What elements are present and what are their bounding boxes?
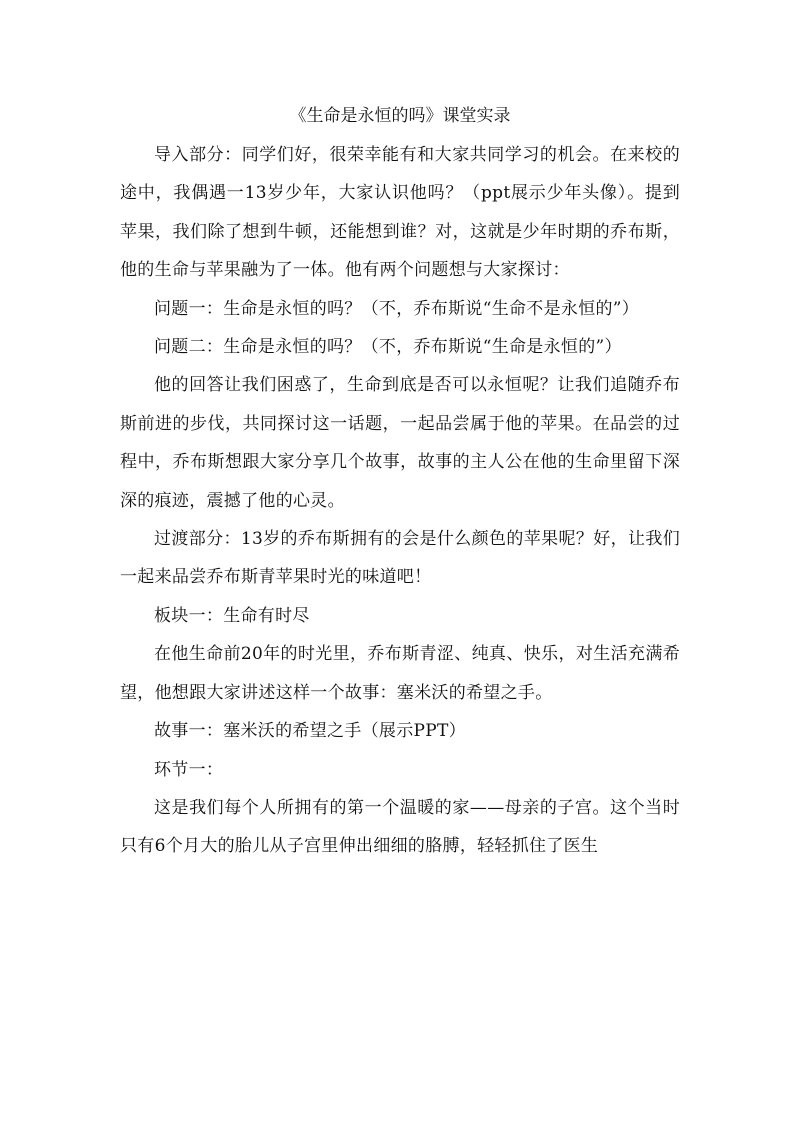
paragraph-step-one: 环节一：: [154, 759, 224, 780]
paragraph-section-one: 板块一：生命有时尽: [154, 605, 310, 626]
paragraph-womb: 这是我们每个人所拥有的第一个温暖的家——母亲的子宫。这个当时只有6个月大的胎儿从子宫里伸出细细的胳膊，轻轻抓住了医生: [120, 797, 680, 857]
paragraph-story-one: 故事一：塞米沃的希望之手（展示PPT）: [154, 721, 466, 742]
paragraph-intro: 导入部分：同学们好，很荣幸能有和大家共同学习的机会。在来校的途中，我偶遇一13岁少年，大家认识他吗？（ppt展示少年头像）。提到苹果，我们除了想到牛顿，还能想到谁？对，这就是少年时期的乔布斯，他的生命与苹果融为了一体。他有两个问题想与大家探讨：: [120, 145, 680, 281]
paragraph-transition: 过渡部分：13岁的乔布斯拥有的会是什么颜色的苹果呢？好，让我们一起来品尝乔布斯青苹果时光的味道吧！: [120, 529, 680, 588]
paragraph-puzzle: 他的回答让我们困惑了，生命到底是否可以永恒呢？让我们追随乔布斯前进的步伐，共同探讨这一话题，一起品尝属于他的苹果。在品尝的过程中，乔布斯想跟大家分享几个故事，故事的主人公在他的生命里留下深深的痕迹，震撼了他的心灵。: [120, 375, 680, 511]
paragraph-question-two: 问题二：生命是永恒的吗？（不，乔布斯说“生命是永恒的”）: [154, 337, 622, 358]
paragraph-first-twenty-years: 在他生命前20年的时光里，乔布斯青涩、纯真、快乐，对生活充满希望，他想跟大家讲述这样一个故事：塞米沃的希望之手。: [120, 644, 680, 703]
document-title: 《生命是永恒的吗》课堂实录: [289, 106, 511, 126]
document-body: [120, 96, 680, 866]
paragraph-question-one: 问题一：生命是永恒的吗？（不，乔布斯说“生命不是永恒的”）: [154, 298, 640, 319]
